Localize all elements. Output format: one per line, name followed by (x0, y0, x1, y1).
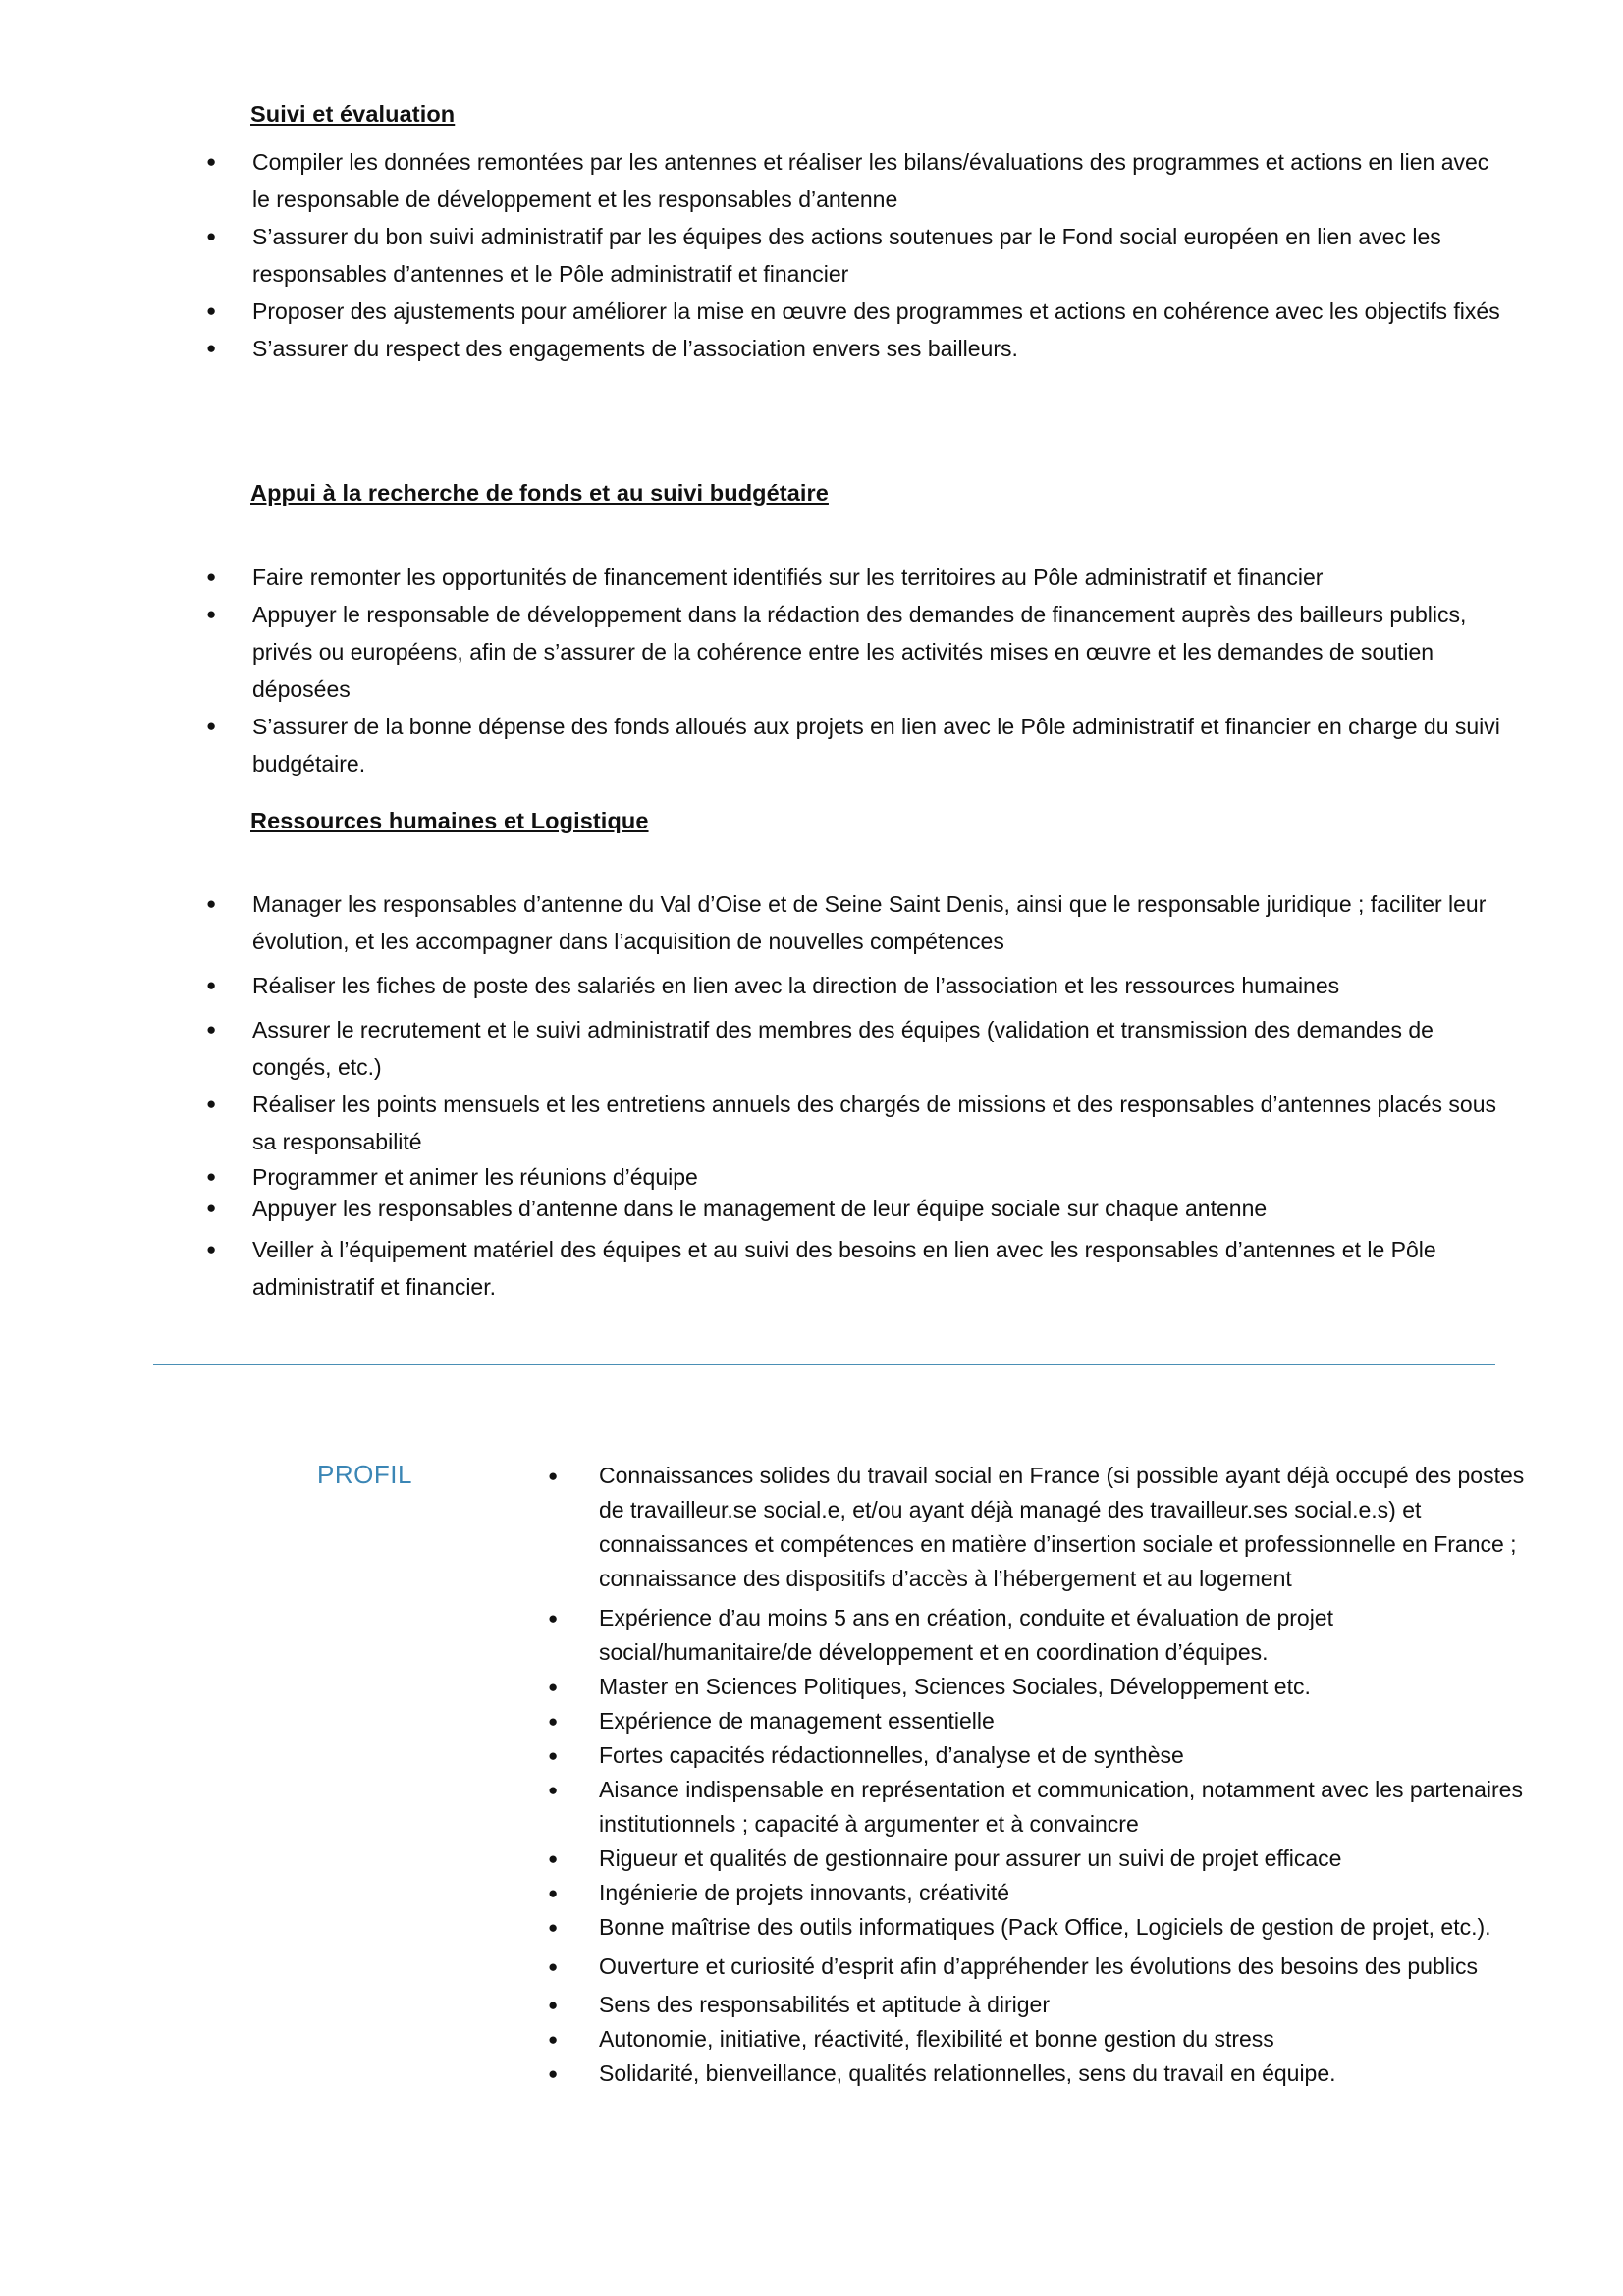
profil-bullet-list (548, 1459, 1530, 2091)
list-item: ● Expérience de management essentielle (548, 1704, 1530, 1738)
list-item: ● Sens des responsabilités et aptitude à diriger (548, 1988, 1530, 2022)
list-item: ● Réaliser les fiches de poste des salariés en lien avec la direction de l’association et les ressources humaines (206, 967, 1512, 1004)
list-item: ● Veiller à l’équipement matériel des équipes et au suivi des besoins en lien avec les responsables d’antennes et le Pôle administratif et financier. (206, 1231, 1512, 1306)
list-item: ● Solidarité, bienveillance, qualités relationnelles, sens du travail en équipe. (548, 2056, 1530, 2091)
list-item: ● Programmer et animer les réunions d’équipe (206, 1164, 1512, 1190)
list-item: ● Bonne maîtrise des outils informatiques (Pack Office, Logiciels de gestion de projet, etc.). (548, 1910, 1530, 1945)
bullet-list-ressources-humaines (206, 885, 1512, 1306)
list-item: ● Assurer le recrutement et le suivi administratif des membres des équipes (validation et transmission des demandes de congés, etc.) (206, 1011, 1512, 1086)
list-item: ● Autonomie, initiative, réactivité, flexibilité et bonne gestion du stress (548, 2022, 1530, 2056)
list-item: ● Rigueur et qualités de gestionnaire pour assurer un suivi de projet efficace (548, 1842, 1530, 1876)
list-item: ● Compiler les données remontées par les antennes et réaliser les bilans/évaluations des programmes et actions en lien avec le responsable de développement et les responsables d’antenne (206, 143, 1512, 218)
list-item: ● S’assurer du bon suivi administratif par les équipes des actions soutenues par le Fond social européen en lien avec les responsables d’antennes et le Pôle administratif et financier (206, 218, 1512, 293)
bullet-list-recherche-fonds (206, 559, 1512, 782)
section-title-recherche-fonds: Appui à la recherche de fonds et au suivi budgétaire (250, 480, 829, 506)
list-item: ● Expérience d’au moins 5 ans en création, conduite et évaluation de projet social/humanitaire/de développement et en coordination d’équipes. (548, 1601, 1530, 1670)
list-item: ● Manager les responsables d’antenne du Val d’Oise et de Seine Saint Denis, ainsi que le responsable juridique ; faciliter leur évolution, et les accompagner dans l’acquisition de nouvelles compétences (206, 885, 1512, 960)
list-item: ● Appuyer le responsable de développement dans la rédaction des demandes de financement auprès des bailleurs publics, privés ou européens, afin de s’assurer de la cohérence entre les activités mises en œuvre et les demandes de soutien déposées (206, 596, 1512, 708)
list-item: ● Ouverture et curiosité d’esprit afin d’appréhender les évolutions des besoins des publics (548, 1949, 1530, 1985)
list-item: ● Proposer des ajustements pour améliorer la mise en œuvre des programmes et actions en cohérence avec les objectifs fixés (206, 293, 1512, 330)
list-item: ● S’assurer de la bonne dépense des fonds alloués aux projets en lien avec le Pôle administratif et financier en charge du suivi budgétaire. (206, 708, 1512, 782)
list-item: ● S’assurer du respect des engagements de l’association envers ses bailleurs. (206, 330, 1512, 367)
list-item: ● Faire remonter les opportunités de financement identifiés sur les territoires au Pôle administratif et financier (206, 559, 1512, 596)
list-item: ● Appuyer les responsables d’antenne dans le management de leur équipe sociale sur chaque antenne (206, 1190, 1512, 1227)
list-item: ● Ingénierie de projets innovants, créativité (548, 1876, 1530, 1910)
bullet-list-suivi-evaluation (206, 143, 1512, 367)
section-title-suivi-evaluation: Suivi et évaluation (250, 101, 456, 127)
list-item: ● Master en Sciences Politiques, Sciences Sociales, Développement etc. (548, 1670, 1530, 1704)
list-item: ● Fortes capacités rédactionnelles, d’analyse et de synthèse (548, 1738, 1530, 1773)
list-item: ● Aisance indispensable en représentation et communication, notamment avec les partenaires institutionnels ; capacité à argumenter et à convaincre (548, 1773, 1530, 1842)
list-item: ● Connaissances solides du travail social en France (si possible ayant déjà occupé des postes de travailleur.se social.e, et/ou ayant déjà managé des travailleur.ses social.e.s) et connaissances et compétences en matière d’insertion sociale et professionnelle en France ; connaissance des dispositifs d’accès à l’hébergement et au logement (548, 1459, 1530, 1596)
profil-label: PROFIL (317, 1460, 412, 1489)
section-title-ressources-humaines: Ressources humaines et Logistique (250, 808, 649, 833)
section-divider (153, 1364, 1495, 1365)
list-item: ● Réaliser les points mensuels et les entretiens annuels des chargés de missions et des responsables d’antennes placés sous sa responsabilité (206, 1086, 1512, 1160)
